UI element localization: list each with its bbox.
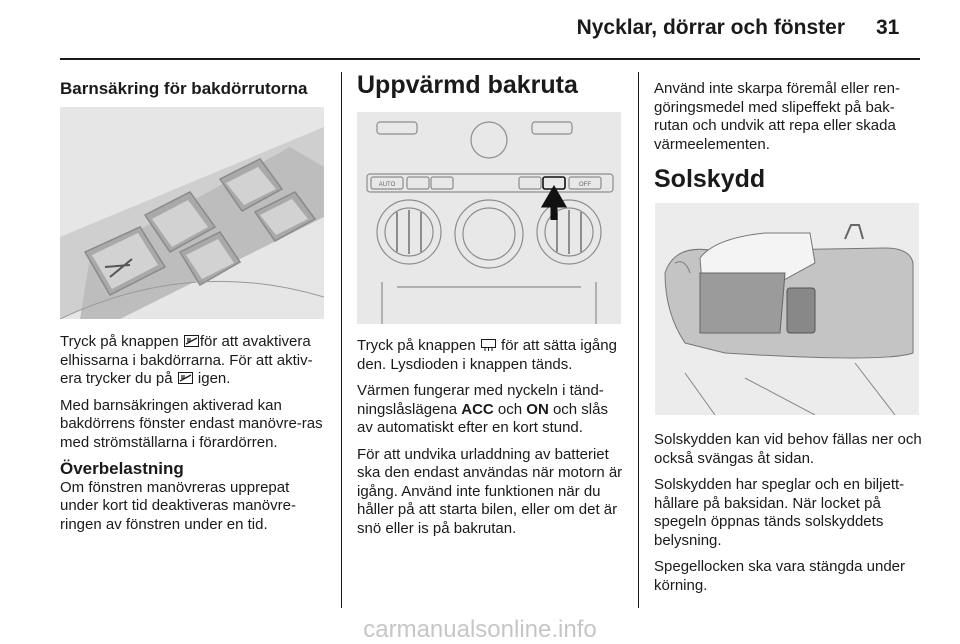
panel-label-auto: AUTO — [378, 182, 396, 188]
text-run: Tryck på knappen — [60, 333, 179, 350]
paragraph — [357, 382, 625, 438]
text-run: för att sätta igång den. Lysdioden i knappen tänds. — [357, 337, 617, 373]
page-header-title: Nycklar, dörrar och fönster — [576, 16, 845, 39]
subheading-overload: Överbelastning — [60, 459, 184, 478]
text-run: för att avaktivera elhissarna i bakdörrarna. För att aktiv-era trycker du på — [60, 333, 313, 387]
paragraph: Använd inte skarpa föremål eller ren-göringsmedel med slipeffekt på bak-rutan och undvik att repa eller skada värmeelementen. — [654, 80, 900, 153]
child-lock-icon — [178, 371, 193, 383]
column-rear-heater-text — [357, 337, 625, 546]
child-lock-icon — [184, 334, 199, 346]
column-sunvisor — [654, 80, 924, 193]
key-position-on: ON — [526, 400, 549, 418]
column-divider — [638, 72, 639, 608]
paragraph: Med barnsäkringen aktiverad kan bakdörrens fönster endast manövre-ras med strömställarna i förardörren. — [60, 396, 323, 451]
sunvisor-figure — [655, 203, 919, 415]
paragraph: Om fönstren manövreras upprepat under kort tid deaktiveras manövre-ringen av fönstren under en tid. — [60, 478, 296, 533]
section-heading-rear-heater: Uppvärmd bakruta — [357, 71, 578, 99]
text-run: igen. — [197, 370, 231, 387]
text-run: och slås av automatiskt efter en kort stund. — [357, 400, 608, 436]
text-run: Tryck på knappen — [357, 337, 476, 354]
text-run: Värmen fungerar med nyckeln i tänd-ningslåslägena — [357, 382, 604, 418]
panel-label-off: OFF — [579, 182, 591, 188]
column-rear-heater — [357, 71, 622, 99]
column-sunvisor-text — [654, 431, 924, 603]
header-rule — [60, 58, 920, 60]
column-child-lock — [60, 80, 325, 99]
paragraph: Spegellocken ska vara stängda under körning. — [654, 558, 906, 594]
sunvisor-illustration — [655, 203, 919, 415]
window-switch-figure — [60, 107, 324, 319]
climate-panel-illustration — [357, 112, 621, 324]
rear-window-heater-icon — [481, 338, 496, 350]
paragraph — [357, 337, 625, 374]
column-divider — [341, 72, 342, 608]
climate-panel-figure — [357, 112, 621, 324]
window-switch-illustration — [60, 107, 324, 319]
section-heading-sunvisor: Solskydd — [654, 165, 766, 193]
page-number: 31 — [876, 16, 900, 39]
section-heading-child-lock: Barnsäkring för bakdörrutorna — [60, 79, 308, 98]
watermark: carmanualsonline.info — [363, 616, 597, 643]
paragraph — [60, 333, 328, 389]
key-position-acc: ACC — [461, 400, 494, 418]
paragraph: Solskydden har speglar och en biljett-hållare på baksidan. När locket på spegeln öppnas tänds solskyddets belysning. — [654, 476, 905, 549]
paragraph: För att undvika urladdning av batteriet ska den endast användas när motorn är igång. Använd inte funktionen när du håller på att starta bilen, eller om det är snö eller is på bakrutan. — [357, 445, 623, 537]
text-run: och — [497, 400, 523, 418]
paragraph: Solskydden kan vid behov fällas ner och också svängas åt sidan. — [654, 431, 922, 467]
column-child-lock-text — [60, 333, 328, 542]
